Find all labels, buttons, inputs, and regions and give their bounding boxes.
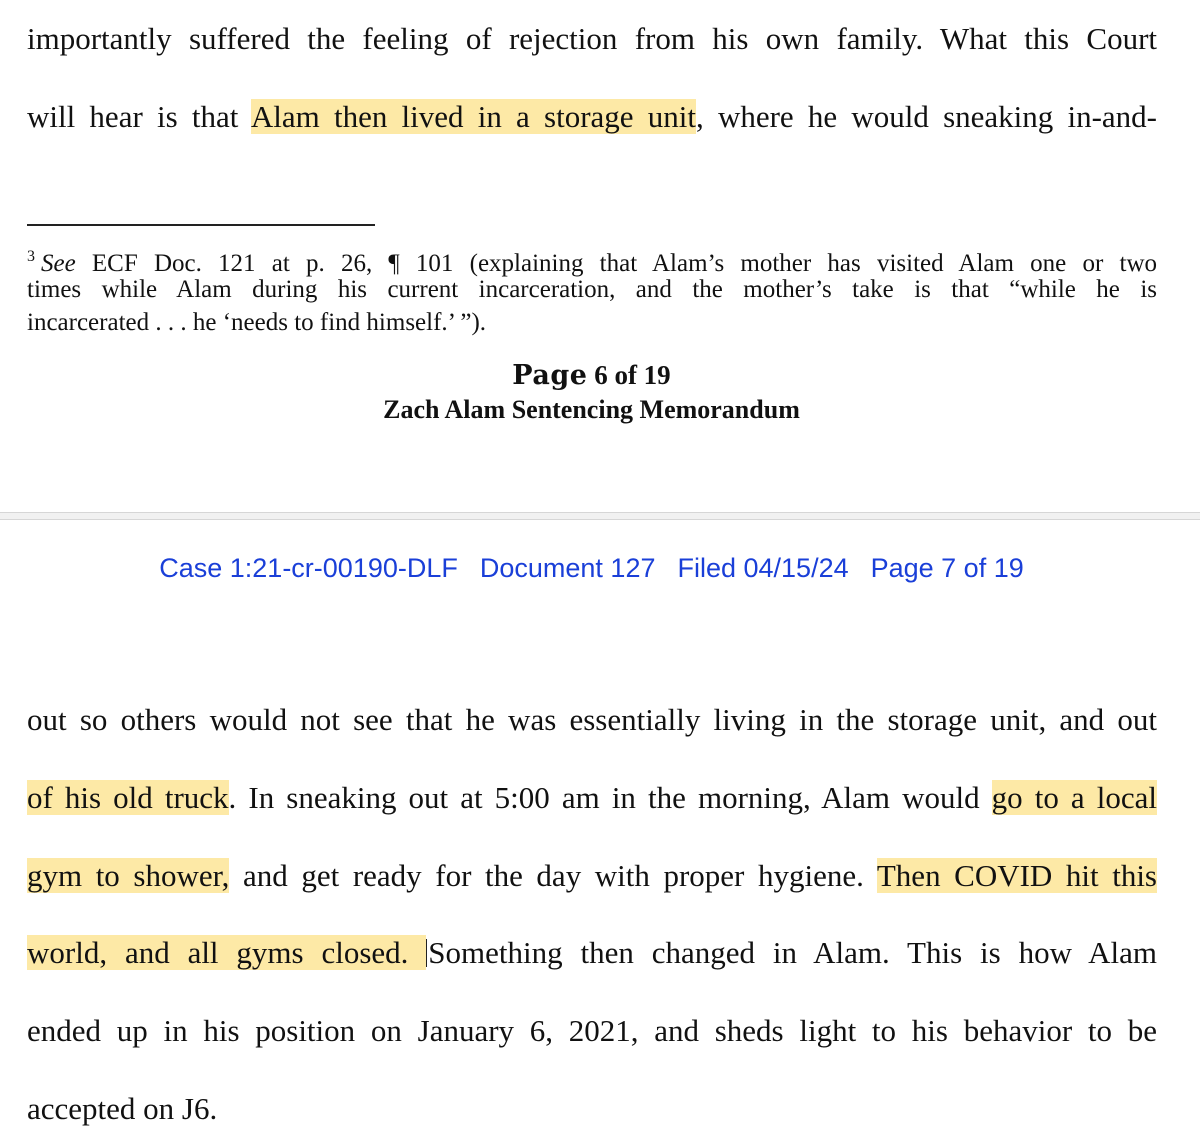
- highlighted-text[interactable]: world, and all gyms closed.: [27, 935, 427, 970]
- body-line: [27, 856, 1157, 896]
- filed-date: Filed 04/15/24: [677, 553, 849, 583]
- body-line: [27, 1011, 1157, 1051]
- body-text: will hear is that: [27, 99, 251, 134]
- body-text: ended up in his position on January 6, 2021, and sheds light to his behavior to be: [27, 1013, 1157, 1048]
- document-page-6: [0, 0, 1200, 512]
- footnote-text: times while Alam during his current incarceration, and the mother’s take is that “while he is: [27, 276, 1157, 303]
- highlighted-text[interactable]: of his old truck: [27, 780, 229, 815]
- body-line: [27, 97, 1157, 137]
- body-line: [27, 1089, 1157, 1129]
- footnote-line: [27, 273, 1157, 306]
- body-line: [27, 778, 1157, 818]
- footnote-number: 3: [27, 248, 35, 265]
- body-text: , where he would sneaking in-and-: [695, 99, 1157, 134]
- footnote-separator: [27, 224, 375, 226]
- body-text: importantly suffered the feeling of rejection from his own family. What this Court: [27, 21, 1157, 56]
- body-line: [27, 19, 1157, 59]
- document-number: Document 127: [479, 553, 656, 583]
- highlighted-text[interactable]: Alam then lived in a storage unit: [250, 99, 696, 134]
- body-text: and get ready for the day with proper hygiene.: [229, 858, 877, 893]
- body-line: [27, 933, 1157, 973]
- page-indicator: Page 7 of 19: [870, 553, 1024, 583]
- page-separator: [0, 512, 1200, 520]
- highlighted-text[interactable]: gym to shower,: [27, 858, 230, 893]
- footnote-signal: See: [41, 250, 76, 277]
- body-line: [27, 700, 1157, 740]
- page-label: Page: [512, 360, 588, 391]
- page-number-footer: [0, 358, 1183, 393]
- page-count: 6 of 19: [587, 360, 671, 390]
- case-number: Case 1:21-cr-00190-DLF: [159, 553, 458, 583]
- body-text: Something then changed in Alam. This is how Alam: [428, 935, 1157, 970]
- document-title-footer: Zach Alam Sentencing Memorandum: [383, 395, 800, 424]
- body-text: accepted on J6.: [27, 1091, 218, 1126]
- highlighted-text[interactable]: go to a local: [991, 780, 1158, 815]
- body-text: . In sneaking out at 5:00 am in the morning, Alam would: [228, 780, 992, 815]
- footnote-text: ECF Doc. 121 at p. 26, ¶ 101 (explaining that Alam’s mother has visited Alam one or two: [75, 250, 1157, 277]
- highlighted-text[interactable]: Then COVID hit this: [876, 858, 1157, 893]
- case-header: [0, 550, 1183, 586]
- footnote-line: [27, 306, 1157, 339]
- body-text: out so others would not see that he was essentially living in the storage unit, and out: [27, 702, 1157, 737]
- footnote-text: incarcerated . . . he ‘needs to find himself.’ ”).: [27, 309, 487, 336]
- document-page-7: [0, 520, 1200, 1133]
